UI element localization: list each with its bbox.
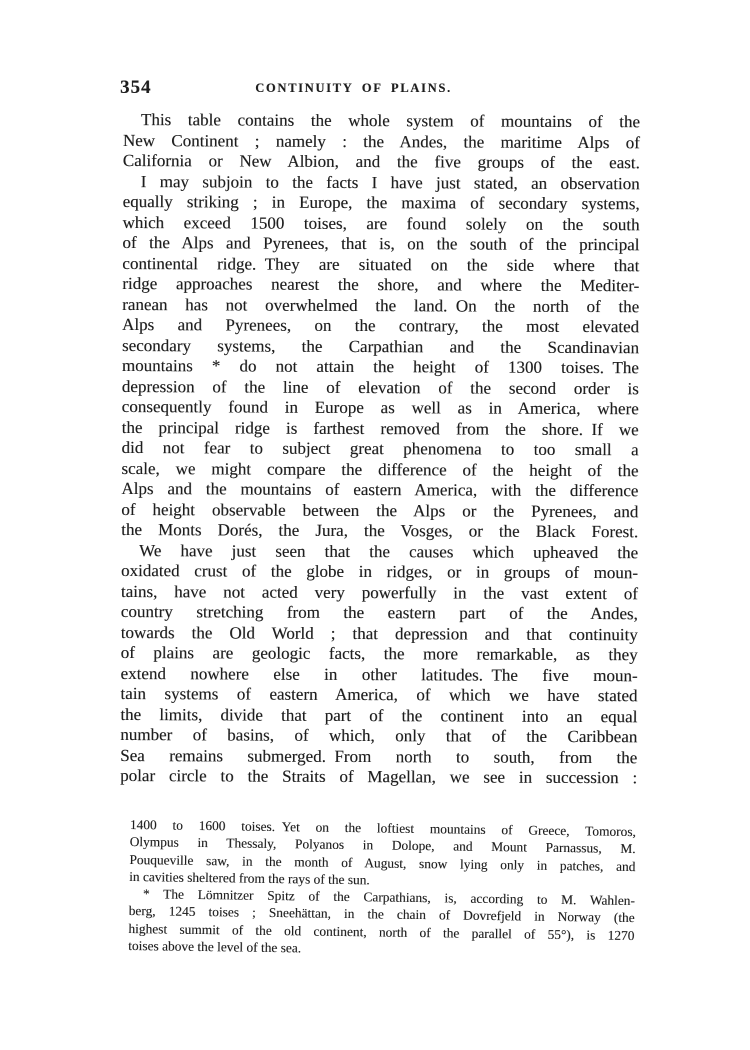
text-line: Alps and Pyrenees, on the contrary, the most elevated <box>122 314 640 337</box>
text-line: secondary systems, the Carpathian and the Scandinavian <box>121 335 640 357</box>
footnote-line: highest summit of the old continent, north of the parallel of 55°), is 1270 <box>128 920 635 943</box>
paragraph <box>123 110 640 174</box>
footnote-line: * The Lömnitzer Spitz of the Carpathians, is, according to M. Wahlen- <box>142 886 635 909</box>
text-line: country stretching from the eastern part of the Andes, <box>120 601 638 624</box>
text-line: of plains are geologic facts, the more remarkable, as they <box>120 642 638 665</box>
running-header: CONTINUITY OF PLAINS. <box>255 81 452 95</box>
text-line: equally striking ; in Europe, the maxima of secondary systems, <box>122 191 640 214</box>
text-line: the principal ridge is farthest removed from the shore. If we <box>121 417 639 439</box>
text-line: polar circle to the Straits of Magellan, we see in succession : <box>120 765 638 788</box>
text-line: oxidated crust of the globe in ridges, or in groups of moun- <box>120 560 639 583</box>
text-line: the limits, divide that part of the continent into an equal <box>120 704 638 726</box>
text-line: New Continent ; namely : the Andes, the maritime Alps of <box>122 130 640 152</box>
text-line: California or New Albion, and the five groups of the east. <box>122 150 640 173</box>
footnote-line: Olympus in Thessaly, Polyanos in Dolope, and Mount Parnassus, M. <box>129 834 636 857</box>
text-line: depression of the line of elevation of the second order is <box>121 376 639 398</box>
text-line: of height observable between the Alps or the Pyrenees, and <box>121 499 639 521</box>
footnote-continuation <box>129 816 636 892</box>
text-line: This table contains the whole system of mountains of the <box>140 110 640 132</box>
page-header <box>120 77 640 101</box>
footnotes <box>128 816 636 961</box>
text-line: continental ridge. They are situated on the side where that <box>122 253 640 275</box>
text-line: ridge approaches nearest the shore, and where the Mediter- <box>122 273 640 296</box>
text-line: ranean has not overwhelmed the land. On the north of the <box>122 294 640 316</box>
footnote-line: 1400 to 1600 toises. Yet on the loftiest mountains of Greece, Tomoros, <box>129 816 636 840</box>
text-line: did not fear to subject great phenomena to too small a <box>121 437 639 460</box>
text-line: scale, we might compare the difference of the height of the <box>121 458 639 480</box>
text-line: Sea remains submerged. From north to south, from the <box>120 745 638 767</box>
text-line: number of basins, of which, only that of the Caribbean <box>120 724 638 747</box>
text-line: consequently found in Europe as well as in America, where <box>121 396 639 419</box>
paragraph <box>120 540 638 788</box>
text-line: towards the Old World ; that depression and that continuity <box>120 622 638 644</box>
text-line: I may subjoin to the facts I have just stated, an observation <box>140 171 640 193</box>
text-line: mountains * do not attain the height of 1300 toises. The <box>121 355 639 378</box>
page-number: 354 <box>120 77 152 98</box>
text-line: the Monts Dorés, the Jura, the Vosges, or the Black Forest. <box>121 519 639 542</box>
text-line: tain systems of eastern America, of which we have stated <box>120 683 638 706</box>
footnote-asterisk <box>128 885 635 961</box>
paragraph <box>121 171 640 542</box>
text-line: extend nowhere else in other latitudes. The five moun- <box>120 663 638 685</box>
text-line: Alps and the mountains of eastern America, with the difference <box>121 478 639 501</box>
footnote-line: in cavities sheltered from the rays of the sun. <box>129 868 370 888</box>
text-line: which exceed 1500 toises, are found solely on the south <box>122 212 640 234</box>
footnote-line: Pouqueville saw, in the month of August, snow lying only in patches, and <box>129 851 636 874</box>
body-text <box>120 110 640 789</box>
text-line: We have just seen that the causes which upheaved the <box>139 540 639 562</box>
text-line: of the Alps and Pyrenees, that is, on the south of the principal <box>122 232 640 255</box>
text-line: tains, have not acted very powerfully in the vast extent of <box>120 581 638 603</box>
footnote-line: berg, 1245 toises ; Sneehättan, in the chain of Dovrefjeld in Norway (the <box>128 903 635 926</box>
footnote-line: toises above the level of the sea. <box>128 938 302 956</box>
